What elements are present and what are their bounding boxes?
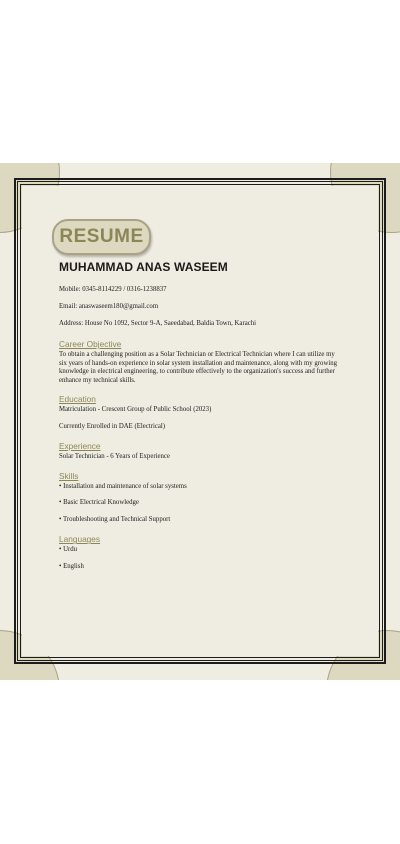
- language-item: • Urdu: [59, 546, 78, 554]
- mobile-line: Mobile: 0345-8114229 / 0316-1238837: [59, 286, 167, 293]
- objective-text: To obtain a challenging position as a Solar Technician or Electrical Technician where I can utilize my six years of hands-on experience in solar system installation and maintenance, along with my growing knowledge in electrical engineering, to contribute effectively to the organization's success and further enhance my technical skills.: [59, 351, 338, 385]
- candidate-name: MUHAMMAD ANAS WASEEM: [59, 260, 228, 274]
- experience-item: Solar Technician - 6 Years of Experience: [59, 452, 170, 460]
- languages-heading: Languages: [59, 534, 101, 545]
- objective-heading: Career Objective: [59, 339, 122, 349]
- language-item: • English: [59, 563, 84, 570]
- address-line: Address: House No 1092, Sector 9-A, Saeedabad, Baldia Town, Karachi: [59, 320, 257, 327]
- education-item: Matriculation - Crescent Group of Public School (2023): [59, 405, 212, 413]
- education-heading: Education: [59, 393, 96, 404]
- experience-heading: Experience: [59, 440, 101, 451]
- skill-item: • Troubleshooting and Technical Support: [59, 516, 171, 524]
- email-line: Email: anaswaseem180@gmail.com: [59, 303, 159, 310]
- skill-item: • Basic Electrical Knowledge: [59, 499, 139, 507]
- skills-heading: Skills: [59, 470, 79, 481]
- resume-content: [59, 260, 344, 580]
- skill-item: • Installation and maintenance of solar systems: [59, 482, 187, 490]
- resume-badge: RESUME: [52, 219, 151, 255]
- education-item: Currently Enrolled in DAE (Electrical): [59, 422, 166, 430]
